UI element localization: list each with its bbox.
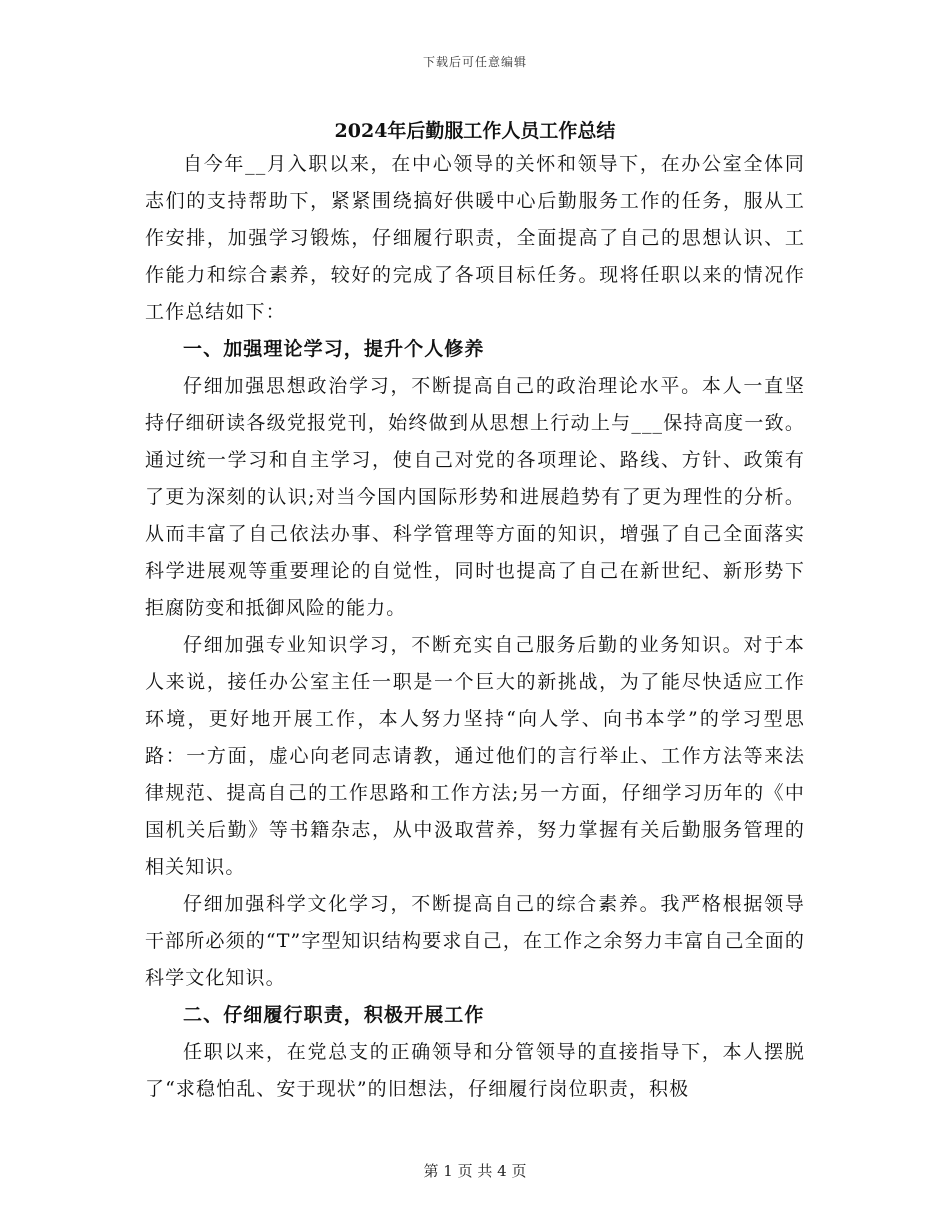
paragraph-culture-study: 仔细加强科学文化学习，不断提高自己的综合素养。我严格根据领导干部所必须的“T”字型知识结构要求自己，在工作之余努力丰富自己全面的科学文化知识。 bbox=[145, 893, 805, 989]
header-note: 下载后可任意编辑 bbox=[422, 55, 527, 69]
paragraph-political-study: 仔细加强思想政治学习，不断提高自己的政治理论水平。本人一直坚持仔细研读各级党报党刊，始终做到从思想上行动上与___保持高度一致。通过统一学习和自主学习，使自己对党的各项理论、路线、方针、政策有了更为深刻的认识;对当今国内国际形势和进展趋势有了更为理性的分析。从而丰富了自己依法办事、科学管理等方面的知识，增强了自己全面落实科学进展观等重要理论的自觉性，同时也提高了自己在新世纪、新形势下拒腐防变和抵御风险的能力。 bbox=[145, 375, 805, 619]
document-body bbox=[145, 146, 805, 1108]
section-heading-1: 一、加强理论学习，提升个人修养 bbox=[183, 338, 485, 360]
paragraph-duties: 任职以来，在党总支的正确领导和分管领导的直接指导下，本人摆脱了“求稳怕乱、安于现状”的旧想法，仔细履行岗位职责，积极 bbox=[145, 1041, 805, 1100]
paragraph-professional-study: 仔细加强专业知识学习，不断充实自己服务后勤的业务知识。对于本人来说，接任办公室主任一职是一个巨大的新挑战，为了能尽快适应工作环境，更好地开展工作，本人努力坚持“向人学、向书本学”的学习型思路：一方面，虚心向老同志请教，通过他们的言行举止、工作方法等来法律规范、提高自己的工作思路和工作方法;另一方面，仔细学习历年的《中国机关后勤》等书籍杂志，从中汲取营养，努力掌握有关后勤服务管理的相关知识。 bbox=[145, 634, 805, 878]
intro-paragraph: 自今年__月入职以来，在中心领导的关怀和领导下，在办公室全体同志们的支持帮助下，紧紧围绕搞好供暖中心后勤服务工作的任务，服从工作安排，加强学习锻炼，仔细履行职责，全面提高了自己的思想认识、工作能力和综合素养，较好的完成了各项目标任务。现将任职以来的情况作工作总结如下： bbox=[145, 153, 805, 323]
document-title: 2024年后勤服工作人员工作总结 bbox=[334, 120, 616, 142]
page-footer: 第 1 页 共 4 页 bbox=[423, 1162, 527, 1180]
section-heading-2: 二、仔细履行职责，积极开展工作 bbox=[183, 1004, 485, 1026]
